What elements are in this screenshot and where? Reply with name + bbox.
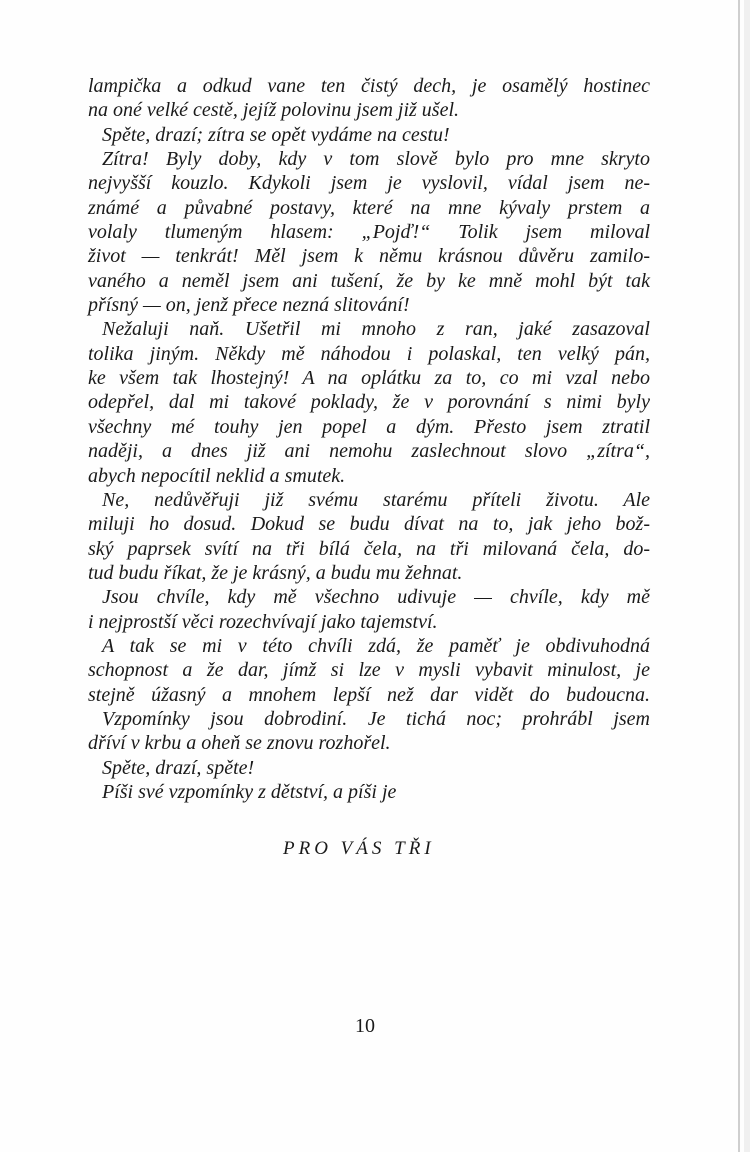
text-line: ke všem tak lhostejný! A na oplátku za to, co mi vzal nebo xyxy=(88,367,650,390)
text-line: nejvyšší kouzlo. Kdykoli jsem je vyslovil, vídal jsem ne- xyxy=(88,172,650,195)
body-text xyxy=(88,74,650,804)
text-line: Spěte, drazí, spěte! xyxy=(102,756,255,779)
text-line: Nežaluji naň. Ušetřil mi mnoho z ran, jaké zasazoval xyxy=(102,318,650,341)
text-line: lampička a odkud vane ten čistý dech, je osamělý hostinec xyxy=(88,75,650,97)
text-line: ský paprsek svítí na tři bílá čela, na tři milovaná čela, do- xyxy=(88,537,650,560)
text-line: všechny mé touhy jen popel a dým. Přesto jsem ztratil xyxy=(88,415,650,438)
text-line: tud budu říkat, že je krásný, a budu mu žehnat. xyxy=(88,561,463,584)
page-edge-line xyxy=(738,0,740,1152)
text-line: přísný — on, jenž přece nezná slitování! xyxy=(88,294,410,317)
text-line: Píši své vzpomínky z dětství, a píši je xyxy=(102,780,397,803)
text-line: schopnost a že dar, jímž si lze v mysli vybavit minulost, je xyxy=(88,659,650,682)
text-line: Jsou chvíle, kdy mě všechno udivuje — chvíle, kdy mě xyxy=(102,586,650,609)
text-line: Ne, nedůvěřuji již svému starému příteli životu. Ale xyxy=(102,488,650,511)
text-line: A tak se mi v této chvíli zdá, že paměť je obdivuhodná xyxy=(102,634,650,657)
text-line: miluji ho dosud. Dokud se budu dívat na to, jak jeho bož- xyxy=(88,513,650,536)
text-line: známé a půvabné postavy, které na mne kývaly prstem a xyxy=(88,196,650,219)
page-edge-shade xyxy=(744,0,750,1152)
page-number: 10 xyxy=(355,1015,375,1037)
text-line: abych nepocítil neklid a smutek. xyxy=(88,464,346,487)
text-line: stejně úžasný a mnohem lepší než dar vidět do budoucna. xyxy=(88,683,650,706)
text-line: tolika jiným. Někdy mě náhodou i polaskal, ten velký pán, xyxy=(88,342,650,365)
text-line: na oné velké cestě, jejíž polovinu jsem již ušel. xyxy=(88,99,460,122)
text-line: dříví v krbu a oheň se znovu rozhořel. xyxy=(88,732,391,755)
text-line: Zítra! Byly doby, kdy v tom slově bylo pro mne skryto xyxy=(102,148,650,171)
section-heading: PRO VÁS TŘI xyxy=(283,838,435,859)
text-line: Vzpomínky jsou dobrodiní. Je tichá noc; prohrábl jsem xyxy=(102,707,650,730)
text-line: odepřel, dal mi takové poklady, že v porovnání s nimi byly xyxy=(88,391,650,414)
text-line: vaného a neměl jsem ani tušení, že by ke mně mohl být tak xyxy=(88,269,650,292)
text-line: život — tenkrát! Měl jsem k němu krásnou důvěru zamilo- xyxy=(88,245,650,268)
text-line: Spěte, drazí; zítra se opět vydáme na cestu! xyxy=(102,123,450,146)
text-line: naději, a dnes již ani nemohu zaslechnout slovo „zítra“, xyxy=(88,440,650,463)
text-line: volaly tlumeným hlasem: „Pojď!“ Tolik jsem miloval xyxy=(88,221,650,244)
text-line: i nejprostší věci rozechvívají jako tajemství. xyxy=(88,610,438,633)
